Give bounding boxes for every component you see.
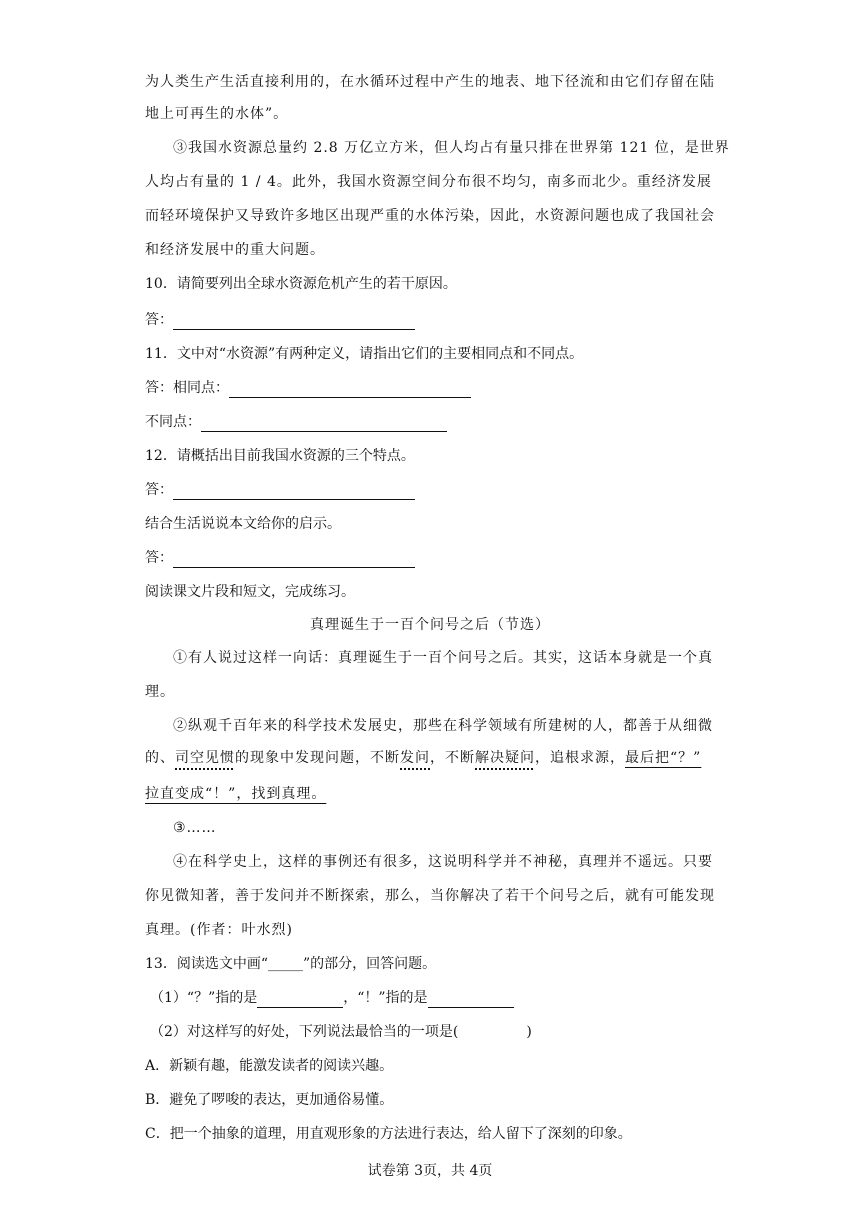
passage1-p3-line2: 人均占有量的 1 / 4。此外，我国水资源空间分布很不均匀，南多而北少。重经济发展 [145, 174, 712, 190]
text-run: （1）“？”指的是 [150, 990, 258, 1006]
page-footer: 试卷第 3页，共 4页 [367, 1163, 493, 1179]
answer-label: 答： [145, 312, 173, 328]
text-run: ，“！”指的是 [343, 990, 428, 1006]
dotted-emphasis: 司空见惯 [175, 750, 235, 766]
text-run: （2）对这样写的好处，下列说法最恰当的一项是( [150, 1024, 459, 1040]
passage2-p2-line1: ②纵观千百年来的科学技术发展史，那些在科学领域有所建树的人，都善于从细微 [173, 718, 713, 734]
answer-label: 答： [145, 550, 173, 566]
question-12: 12．请概括出目前我国水资源的三个特点。 [145, 448, 415, 464]
text-run: 的现象中发现问题，不断 [235, 750, 400, 766]
passage2-p2-line3 [145, 784, 326, 804]
answer-blank[interactable] [201, 417, 447, 432]
text-run: ，追根求源， [535, 750, 625, 766]
underlined-sentence: 最后把“？” [625, 750, 702, 766]
answer-blank[interactable] [173, 485, 415, 500]
question-12b: 结合生活说说本文给你的启示。 [145, 516, 341, 532]
text-run: ”的部分，回答问题。 [302, 956, 437, 972]
question-13-sub1 [150, 988, 514, 1008]
passage1-line2: 地上可再生的水体”。 [145, 106, 289, 122]
question-11: 11．文中对“水资源”有两种定义，请指出它们的主要相同点和不同点。 [145, 346, 584, 362]
passage2-p4-line1: ④在科学史上，这样的事例还有很多，这说明科学并不神秘，真理并不遥远。只要 [173, 854, 713, 870]
dotted-emphasis: 解决疑问 [475, 750, 535, 766]
text-run: ，不断 [430, 750, 475, 766]
underlined-sentence: 拉直变成“！”，找到真理。 [145, 786, 327, 802]
answer-11-same [145, 378, 471, 398]
question-13-sub2 [150, 1022, 532, 1042]
passage2-title: 真理诞生于一百个问号之后（节选） [310, 617, 550, 633]
answer-blank[interactable] [173, 553, 415, 568]
passage1-p3-line1: ③我国水资源总量约 2.8 万亿立方米，但人均占有量只排在世界第 121 位，是世界 [173, 140, 730, 156]
passage2-p4-line3: 真理。(作者：叶水烈) [145, 922, 293, 938]
option-c[interactable]: C．把一个抽象的道理，用直观形象的方法进行表达，给人留下了深刻的印象。 [145, 1126, 632, 1142]
answer-blank[interactable] [229, 383, 471, 398]
answer-10 [145, 310, 415, 330]
passage2-p2-line2 [145, 748, 701, 768]
answer-blank[interactable] [257, 993, 343, 1008]
passage2-p1-line1: ①有人说过这样一向话：真理诞生于一百个问号之后。其实，这话本身就是一个真 [173, 650, 713, 666]
answer-12 [145, 480, 415, 500]
answer-label: 不同点： [145, 414, 201, 430]
passage1-p3-line3: 而轻环境保护又导致许多地区出现严重的水体污染，因此，水资源问题也成了我国社会 [145, 208, 715, 224]
passage1-line1: 为人类生产生活直接利用的，在水循环过程中产生的地表、地下径流和由它们存留在陆 [145, 74, 715, 90]
option-a[interactable]: A．新颖有趣，能激发读者的阅读兴趣。 [145, 1058, 394, 1074]
answer-label: 答：相同点： [145, 380, 229, 396]
text-run: 的、 [145, 750, 175, 766]
dotted-emphasis: 发问 [400, 750, 430, 766]
option-b[interactable]: B．避免了啰唆的表达，更加通俗易懂。 [145, 1092, 394, 1108]
blank-marker: _____ [267, 956, 303, 972]
question-10: 10．请简要列出全球水资源危机产生的若干原因。 [145, 276, 457, 292]
answer-label: 答： [145, 482, 173, 498]
answer-11-diff [145, 412, 447, 432]
passage1-p3-line4: 和经济发展中的重大问题。 [145, 242, 325, 258]
passage2-p4-line2: 你见微知著，善于发问并不断探索，那么，当你解决了若干个问号之后，就有可能发现 [145, 888, 715, 904]
text-run: 13．阅读选文中画“ [145, 956, 268, 972]
question-13 [145, 954, 436, 974]
text-run: ) [526, 1024, 532, 1040]
answer-blank[interactable] [173, 315, 415, 330]
answer-blank[interactable] [428, 993, 514, 1008]
passage2-p1-line2: 理。 [145, 684, 175, 700]
reading-intro: 阅读课文片段和短文，完成练习。 [145, 584, 355, 600]
passage2-p3: ③…… [173, 820, 217, 836]
answer-12b [145, 548, 415, 568]
